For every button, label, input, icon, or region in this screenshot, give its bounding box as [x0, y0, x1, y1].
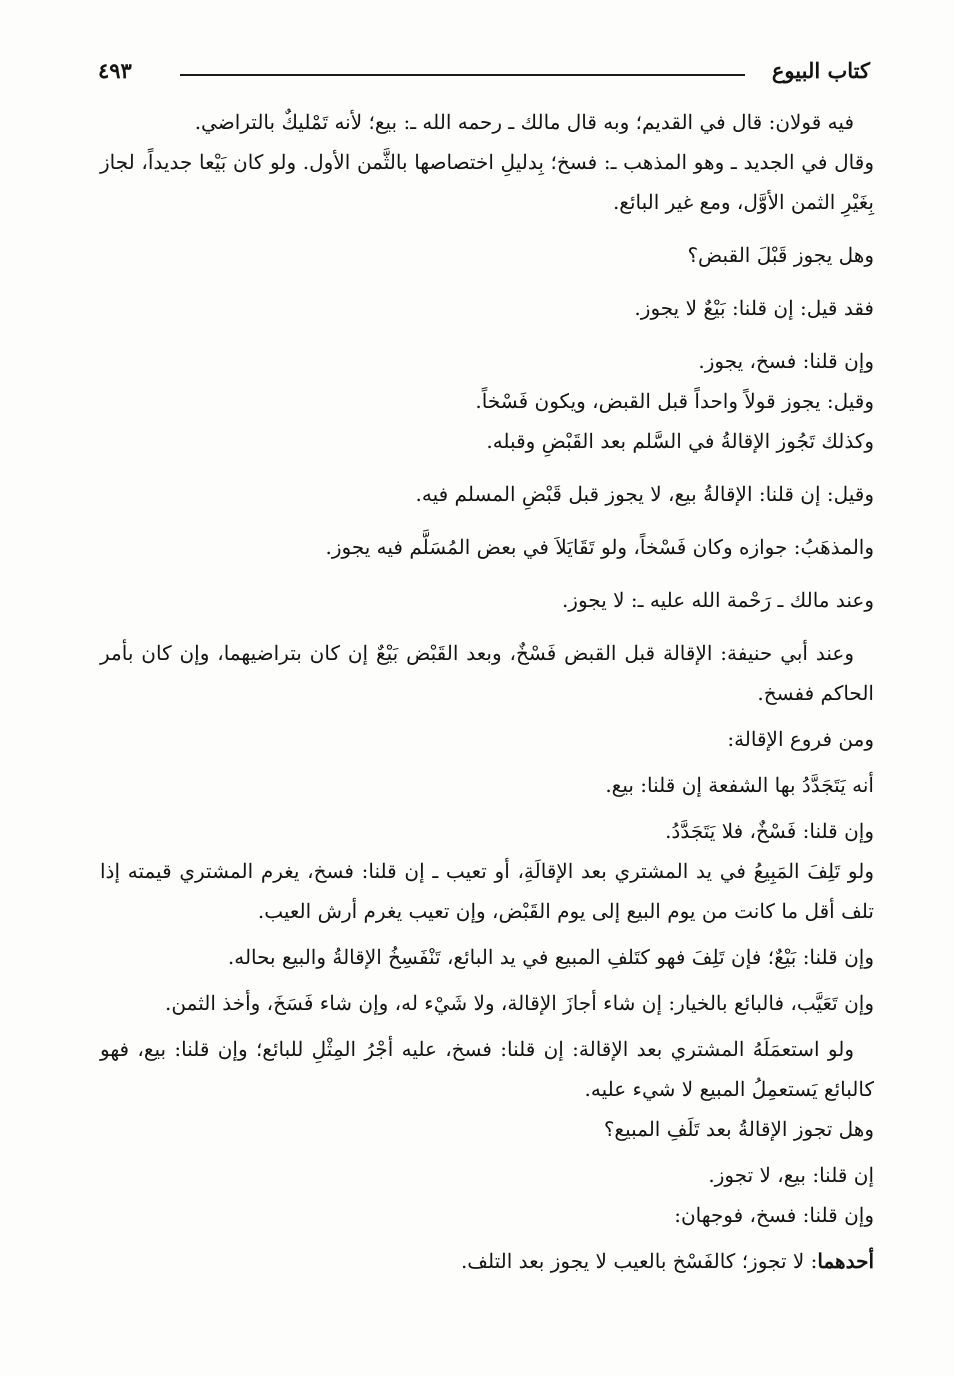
running-title: كتاب البيوع	[771, 58, 870, 83]
paragraph: فقد قيل: إن قلنا: بَيْعٌ لا يجوز.	[634, 296, 874, 320]
paragraph: فيه قولان: قال في القديم؛ وبه قال مالك ـ رحمه الله ـ: بيع؛ لأنه تَمْليكٌ بالتراضي.	[194, 110, 854, 134]
paragraph-rest: : لا تجوز؛ كالفَسْخ بالعيب لا يجوز بعد التلف.	[460, 1249, 818, 1273]
page-header	[98, 56, 870, 90]
paragraph: أنه يَتَجَدَّدُ بها الشفعة إن قلنا: بيع.	[605, 773, 874, 797]
paragraph: وإن قلنا: فسخ، فوجهان:	[674, 1203, 874, 1227]
header-rule	[180, 74, 745, 76]
paragraph: والمذهَبُ: جوازه وكان فَسْخاً، ولو تَقَايَلاَ في بعض المُسَلَّم فيه يجوز.	[325, 535, 874, 559]
paragraph: وإن قلنا: فَسْخٌ، فلا يَتَجَدَّدُ.	[665, 819, 874, 843]
paragraph: وهل يجوز قَبْلَ القبض؟	[687, 243, 874, 267]
page-number: ٤٩٣	[98, 58, 132, 83]
paragraph: وهل تجوز الإقالةُ بعد تَلَفِ المبيع؟	[603, 1117, 874, 1141]
paragraph: وعند مالك ـ رَحْمة الله عليه ـ: لا يجوز.	[561, 588, 874, 612]
paragraph: ومن فروع الإقالة:	[727, 727, 874, 751]
paragraph: وإن تَعَيَّب، فالبائع بالخيار: إن شاء أجازَ الإقالة، ولا شَيْء له، وإن شاء فَسَخَ، وأخذ الثمن.	[165, 991, 874, 1015]
paragraph: وإن قلنا: فسخ، يجوز.	[698, 349, 874, 373]
paragraph: ولو تَلِفَ المَبِيعُ في يد المشتري بعد الإقالَةِ، أو تعيب ـ إن قلنا: فسخ، يغرم المشتري قيمته إذا تلف أقل ما كانت من يوم البيع إلى يوم القَبْض، وإن تعيب يغرم أرش العيب.	[100, 859, 874, 923]
paragraph	[100, 1241, 874, 1281]
page-body	[100, 102, 874, 1281]
paragraph: وقيل: يجوز قولاً واحداً قبل القبض، ويكون فَسْخاً.	[475, 389, 874, 413]
paragraph: إن قلنا: بيع، لا تجوز.	[708, 1163, 874, 1187]
paragraph: وكذلك تَجُوز الإقالةُ في السَّلم بعد القَبْضِ وقبله.	[486, 429, 874, 453]
paragraph-lead: أحدهما	[817, 1249, 874, 1273]
paragraph: وقال في الجديد ـ وهو المذهب ـ: فسخ؛ بِدليلِ اختصاصها بالثَّمن الأول. ولو كان بَيْعا جديداً، لجاز بِغَيْرِ الثمن الأوَّل، ومع غير البائع.	[100, 150, 874, 214]
paragraph: ولو استعمَلَهُ المشتري بعد الإقالة: إن قلنا: فسخ، عليه أجْرُ المِثْلِ للبائع؛ وإن قلنا: بيع، فهو كالبائع يَستعمِلُ المبيع لا شيء عليه.	[100, 1037, 874, 1101]
paragraph: وقيل: إن قلنا: الإقالةُ بيع، لا يجوز قبل قَبْضِ المسلم فيه.	[415, 482, 874, 506]
paragraph: وعند أبي حنيفة: الإقالة قبل القبض فَسْخٌ، وبعد القَبْض بَيْعٌ إن كان بتراضيهما، وإن كان بأمر الحاكم ففسخ.	[100, 641, 874, 705]
paragraph: وإن قلنا: بَيْعٌ؛ فإن تَلِفَ فهو كتَلفِ المبيع في يد البائع، تَنْفَسِخُ الإقالةُ والبيع بحاله.	[227, 945, 874, 969]
